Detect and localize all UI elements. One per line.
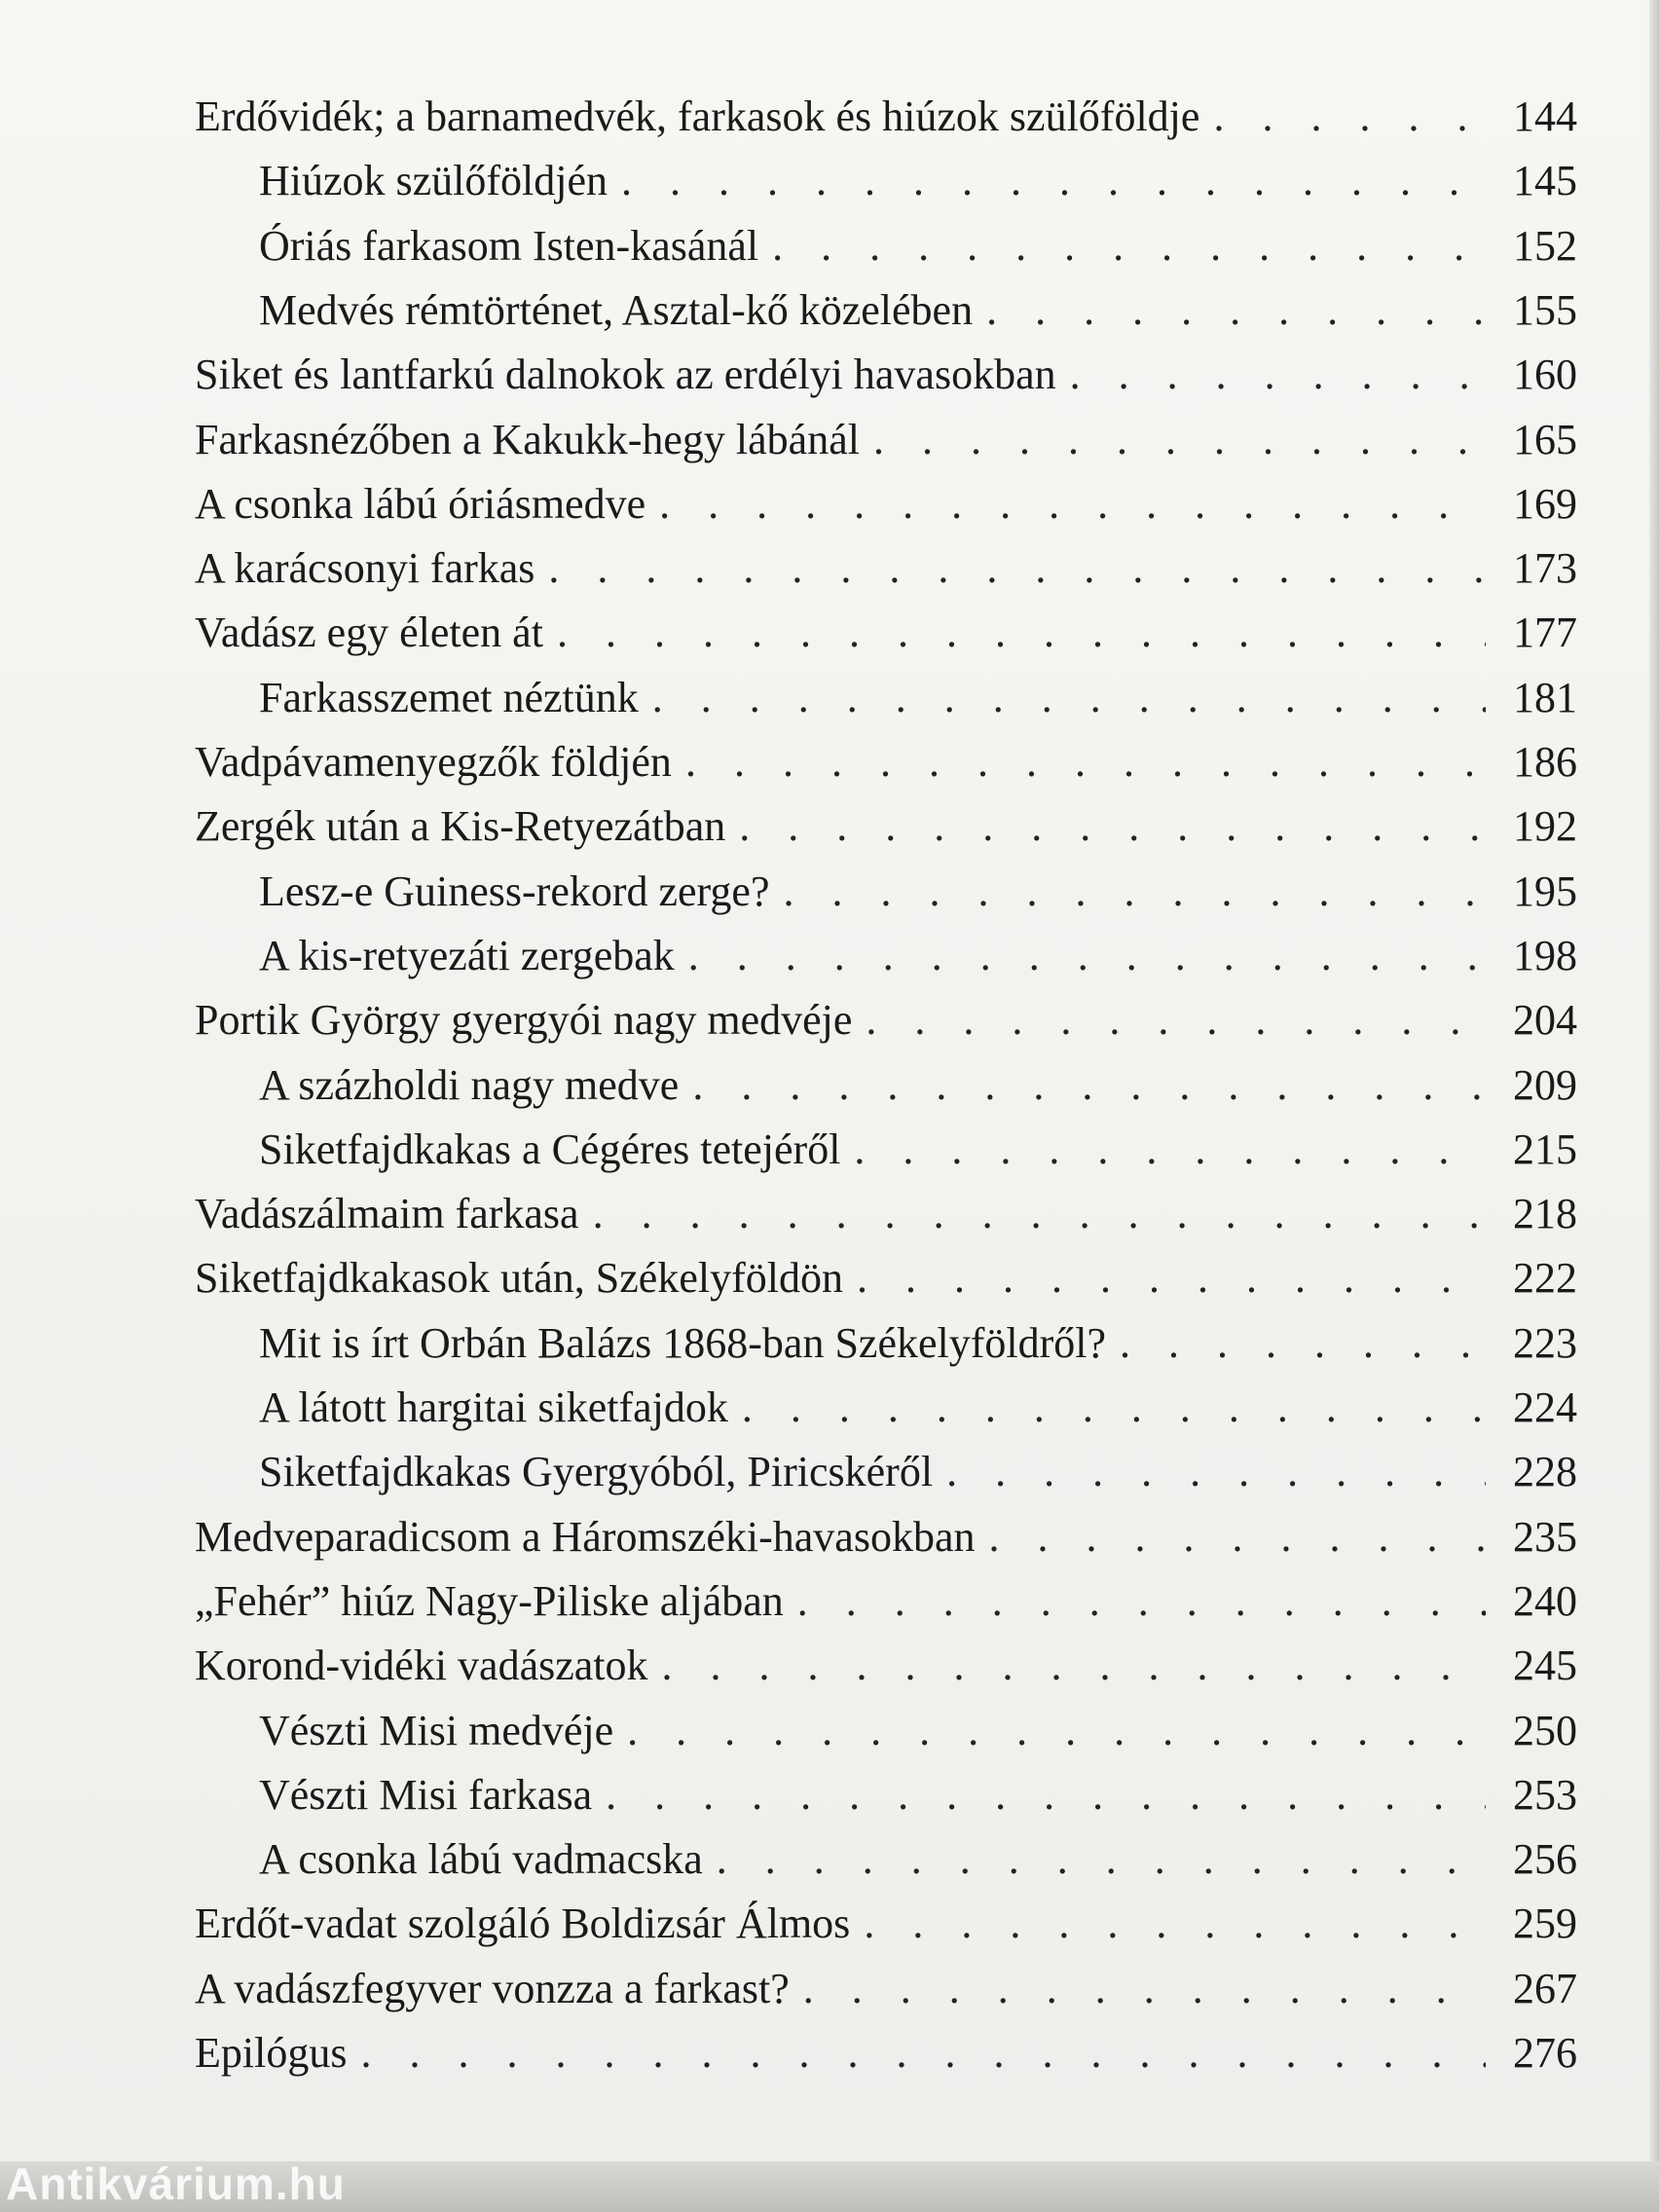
toc-leader-dots xyxy=(688,925,1486,987)
toc-leader-dots xyxy=(662,1635,1486,1697)
toc-entry xyxy=(195,1506,1577,1568)
toc-entry-title: Mit is írt Orbán Balázs 1868-ban Székelyföldről? xyxy=(259,1319,1107,1367)
toc-entry xyxy=(259,1119,1577,1181)
toc-leader-dots xyxy=(593,1183,1486,1245)
toc-entry-title: Korond-vidéki vadászatok xyxy=(195,1641,648,1689)
toc-leader-dots xyxy=(866,989,1486,1051)
toc-entry-title: Óriás farkasom Isten-kasánál xyxy=(259,222,759,270)
toc-entry-title: A százholdi nagy medve xyxy=(259,1061,680,1109)
toc-entry xyxy=(195,344,1577,406)
toc-entry-page-number: 144 xyxy=(1513,92,1577,140)
toc-leader-dots xyxy=(742,1377,1486,1439)
toc-entry-page-number: 259 xyxy=(1513,1899,1577,1947)
toc-entry-title: Farkasszemet néztünk xyxy=(259,674,639,721)
watermark: Antikvárium.hu xyxy=(6,2158,346,2209)
toc-entry-page-number: 256 xyxy=(1513,1835,1577,1883)
toc-entry-page-number: 218 xyxy=(1513,1190,1577,1237)
toc-entry-title: Siket és lantfarkú dalnokok az erdélyi havasokban xyxy=(195,350,1056,398)
toc-entry-title: Vadászálmaim farkasa xyxy=(195,1190,579,1237)
toc-entry-page-number: 192 xyxy=(1513,802,1577,850)
toc-leader-dots xyxy=(627,1700,1486,1762)
toc-entry xyxy=(195,1247,1577,1309)
toc-entry xyxy=(195,1570,1577,1633)
toc-entry-page-number: 169 xyxy=(1513,480,1577,528)
toc-leader-dots xyxy=(685,731,1486,793)
toc-entry-title: Epilógus xyxy=(195,2029,348,2077)
toc-entry-page-number: 224 xyxy=(1513,1383,1577,1431)
toc-entry-page-number: 267 xyxy=(1513,1965,1577,2012)
toc-entry-title: Vadász egy életen át xyxy=(195,608,543,656)
toc-entry xyxy=(259,1441,1577,1503)
toc-entry xyxy=(259,1312,1577,1375)
toc-entry xyxy=(195,86,1577,148)
toc-entry xyxy=(195,2022,1577,2084)
toc-entry xyxy=(195,989,1577,1051)
toc-entry-page-number: 165 xyxy=(1513,416,1577,463)
toc-leader-dots xyxy=(857,1247,1486,1309)
toc-entry-page-number: 235 xyxy=(1513,1513,1577,1561)
toc-leader-dots xyxy=(772,215,1486,277)
toc-entry-page-number: 223 xyxy=(1513,1319,1577,1367)
toc-entry-page-number: 215 xyxy=(1513,1125,1577,1173)
toc-entry-page-number: 152 xyxy=(1513,222,1577,270)
toc-entry xyxy=(259,1764,1577,1826)
toc-leader-dots xyxy=(692,1054,1486,1117)
toc-leader-dots xyxy=(652,667,1486,729)
toc-entry xyxy=(195,1635,1577,1697)
toc-leader-dots xyxy=(1070,344,1486,406)
toc-entry-page-number: 181 xyxy=(1513,674,1577,721)
toc-leader-dots xyxy=(797,1570,1486,1633)
toc-entry-title: Erdőt-vadat szolgáló Boldizsár Álmos xyxy=(195,1899,851,1947)
toc-entry xyxy=(259,861,1577,923)
toc-leader-dots xyxy=(783,861,1486,923)
toc-entry xyxy=(195,409,1577,471)
toc-entry-title: Vészti Misi medvéje xyxy=(259,1707,614,1754)
toc-entry-page-number: 228 xyxy=(1513,1448,1577,1495)
toc-entry-page-number: 155 xyxy=(1513,286,1577,334)
toc-leader-dots xyxy=(864,1893,1486,1955)
toc-leader-dots xyxy=(606,1764,1486,1826)
toc-entry-page-number: 173 xyxy=(1513,544,1577,592)
toc-leader-dots xyxy=(717,1828,1486,1891)
toc-entry-title: Siketfajdkakas a Cégéres tetejéről xyxy=(259,1125,841,1173)
toc-entry-title: Siketfajdkakas Gyergyóból, Piricskéről xyxy=(259,1448,934,1495)
toc-leader-dots xyxy=(803,1958,1486,2020)
toc-entry-title: A karácsonyi farkas xyxy=(195,544,535,592)
page-edge xyxy=(1649,0,1659,2212)
toc-entry-page-number: 245 xyxy=(1513,1641,1577,1689)
toc-entry xyxy=(259,279,1577,342)
toc-entry-title: Erdővidék; a barnamedvék, farkasok és hiúzok szülőföldje xyxy=(195,92,1200,140)
toc-entry-page-number: 198 xyxy=(1513,932,1577,979)
toc-entry-page-number: 195 xyxy=(1513,867,1577,915)
toc-entry-page-number: 240 xyxy=(1513,1577,1577,1625)
toc-entry-title: Siketfajdkakasok után, Székelyföldön xyxy=(195,1254,843,1302)
toc-entry xyxy=(195,1958,1577,2020)
toc-leader-dots xyxy=(946,1441,1486,1503)
toc-leader-dots xyxy=(557,602,1486,664)
toc-entry xyxy=(195,602,1577,664)
toc-entry xyxy=(195,731,1577,793)
toc-entry-page-number: 186 xyxy=(1513,738,1577,786)
toc-leader-dots xyxy=(548,537,1486,600)
toc-leader-dots xyxy=(873,409,1486,471)
toc-entry-title: Vészti Misi farkasa xyxy=(259,1771,593,1819)
toc-leader-dots xyxy=(1213,86,1486,148)
toc-entry-page-number: 160 xyxy=(1513,350,1577,398)
toc-leader-dots xyxy=(1120,1312,1486,1375)
toc-entry-title: A csonka lábú óriásmedve xyxy=(195,480,646,528)
toc-entry-title: Vadpávamenyegzők földjén xyxy=(195,738,672,786)
toc-entry xyxy=(259,925,1577,987)
toc-entry xyxy=(259,215,1577,277)
toc-entry-page-number: 222 xyxy=(1513,1254,1577,1302)
toc-entry xyxy=(259,1377,1577,1439)
toc-entry xyxy=(195,473,1577,535)
toc-leader-dots xyxy=(986,279,1486,342)
toc-entry xyxy=(259,667,1577,729)
toc-leader-dots xyxy=(854,1119,1486,1181)
toc-entry-title: A látott hargitai siketfajdok xyxy=(259,1383,728,1431)
toc-entry-title: Farkasnézőben a Kakukk-hegy lábánál xyxy=(195,416,860,463)
toc-leader-dots xyxy=(739,795,1486,858)
toc-entry-page-number: 276 xyxy=(1513,2029,1577,2077)
toc-entry-title: „Fehér” hiúz Nagy-Piliske aljában xyxy=(195,1577,784,1625)
toc-entry-page-number: 204 xyxy=(1513,996,1577,1044)
toc-entry-page-number: 250 xyxy=(1513,1707,1577,1754)
toc-entry-title: Medvés rémtörténet, Asztal-kő közelében xyxy=(259,286,974,334)
toc-entry-title: Medveparadicsom a Háromszéki-havasokban xyxy=(195,1513,976,1561)
toc-entry xyxy=(195,537,1577,600)
toc-entry-title: A kis-retyezáti zergebak xyxy=(259,932,675,979)
toc-leader-dots xyxy=(621,150,1486,212)
toc-entry-title: Zergék után a Kis-Retyezátban xyxy=(195,802,726,850)
toc-entry xyxy=(195,1893,1577,1955)
page-bottom-shadow xyxy=(0,2158,1659,2212)
toc-entry xyxy=(259,150,1577,212)
toc-leader-dots xyxy=(988,1506,1486,1568)
toc-leader-dots xyxy=(360,2022,1486,2084)
toc-entry-title: Lesz-e Guiness-rekord zerge? xyxy=(259,867,770,915)
toc-entry-title: A vadászfegyver vonzza a farkast? xyxy=(195,1965,790,2012)
toc-entry-title: A csonka lábú vadmacska xyxy=(259,1835,703,1883)
toc-entry xyxy=(259,1828,1577,1891)
toc-leader-dots xyxy=(659,473,1486,535)
toc-entry-title: Hiúzok szülőföldjén xyxy=(259,157,608,204)
toc-entry xyxy=(259,1054,1577,1117)
toc-entry-page-number: 209 xyxy=(1513,1061,1577,1109)
toc-entry xyxy=(259,1700,1577,1762)
toc-entry-page-number: 145 xyxy=(1513,157,1577,204)
toc-entry-page-number: 177 xyxy=(1513,608,1577,656)
toc-entry xyxy=(195,795,1577,858)
toc-entry xyxy=(195,1183,1577,1245)
toc-entry-page-number: 253 xyxy=(1513,1771,1577,1819)
toc-entry-title: Portik György gyergyói nagy medvéje xyxy=(195,996,853,1044)
